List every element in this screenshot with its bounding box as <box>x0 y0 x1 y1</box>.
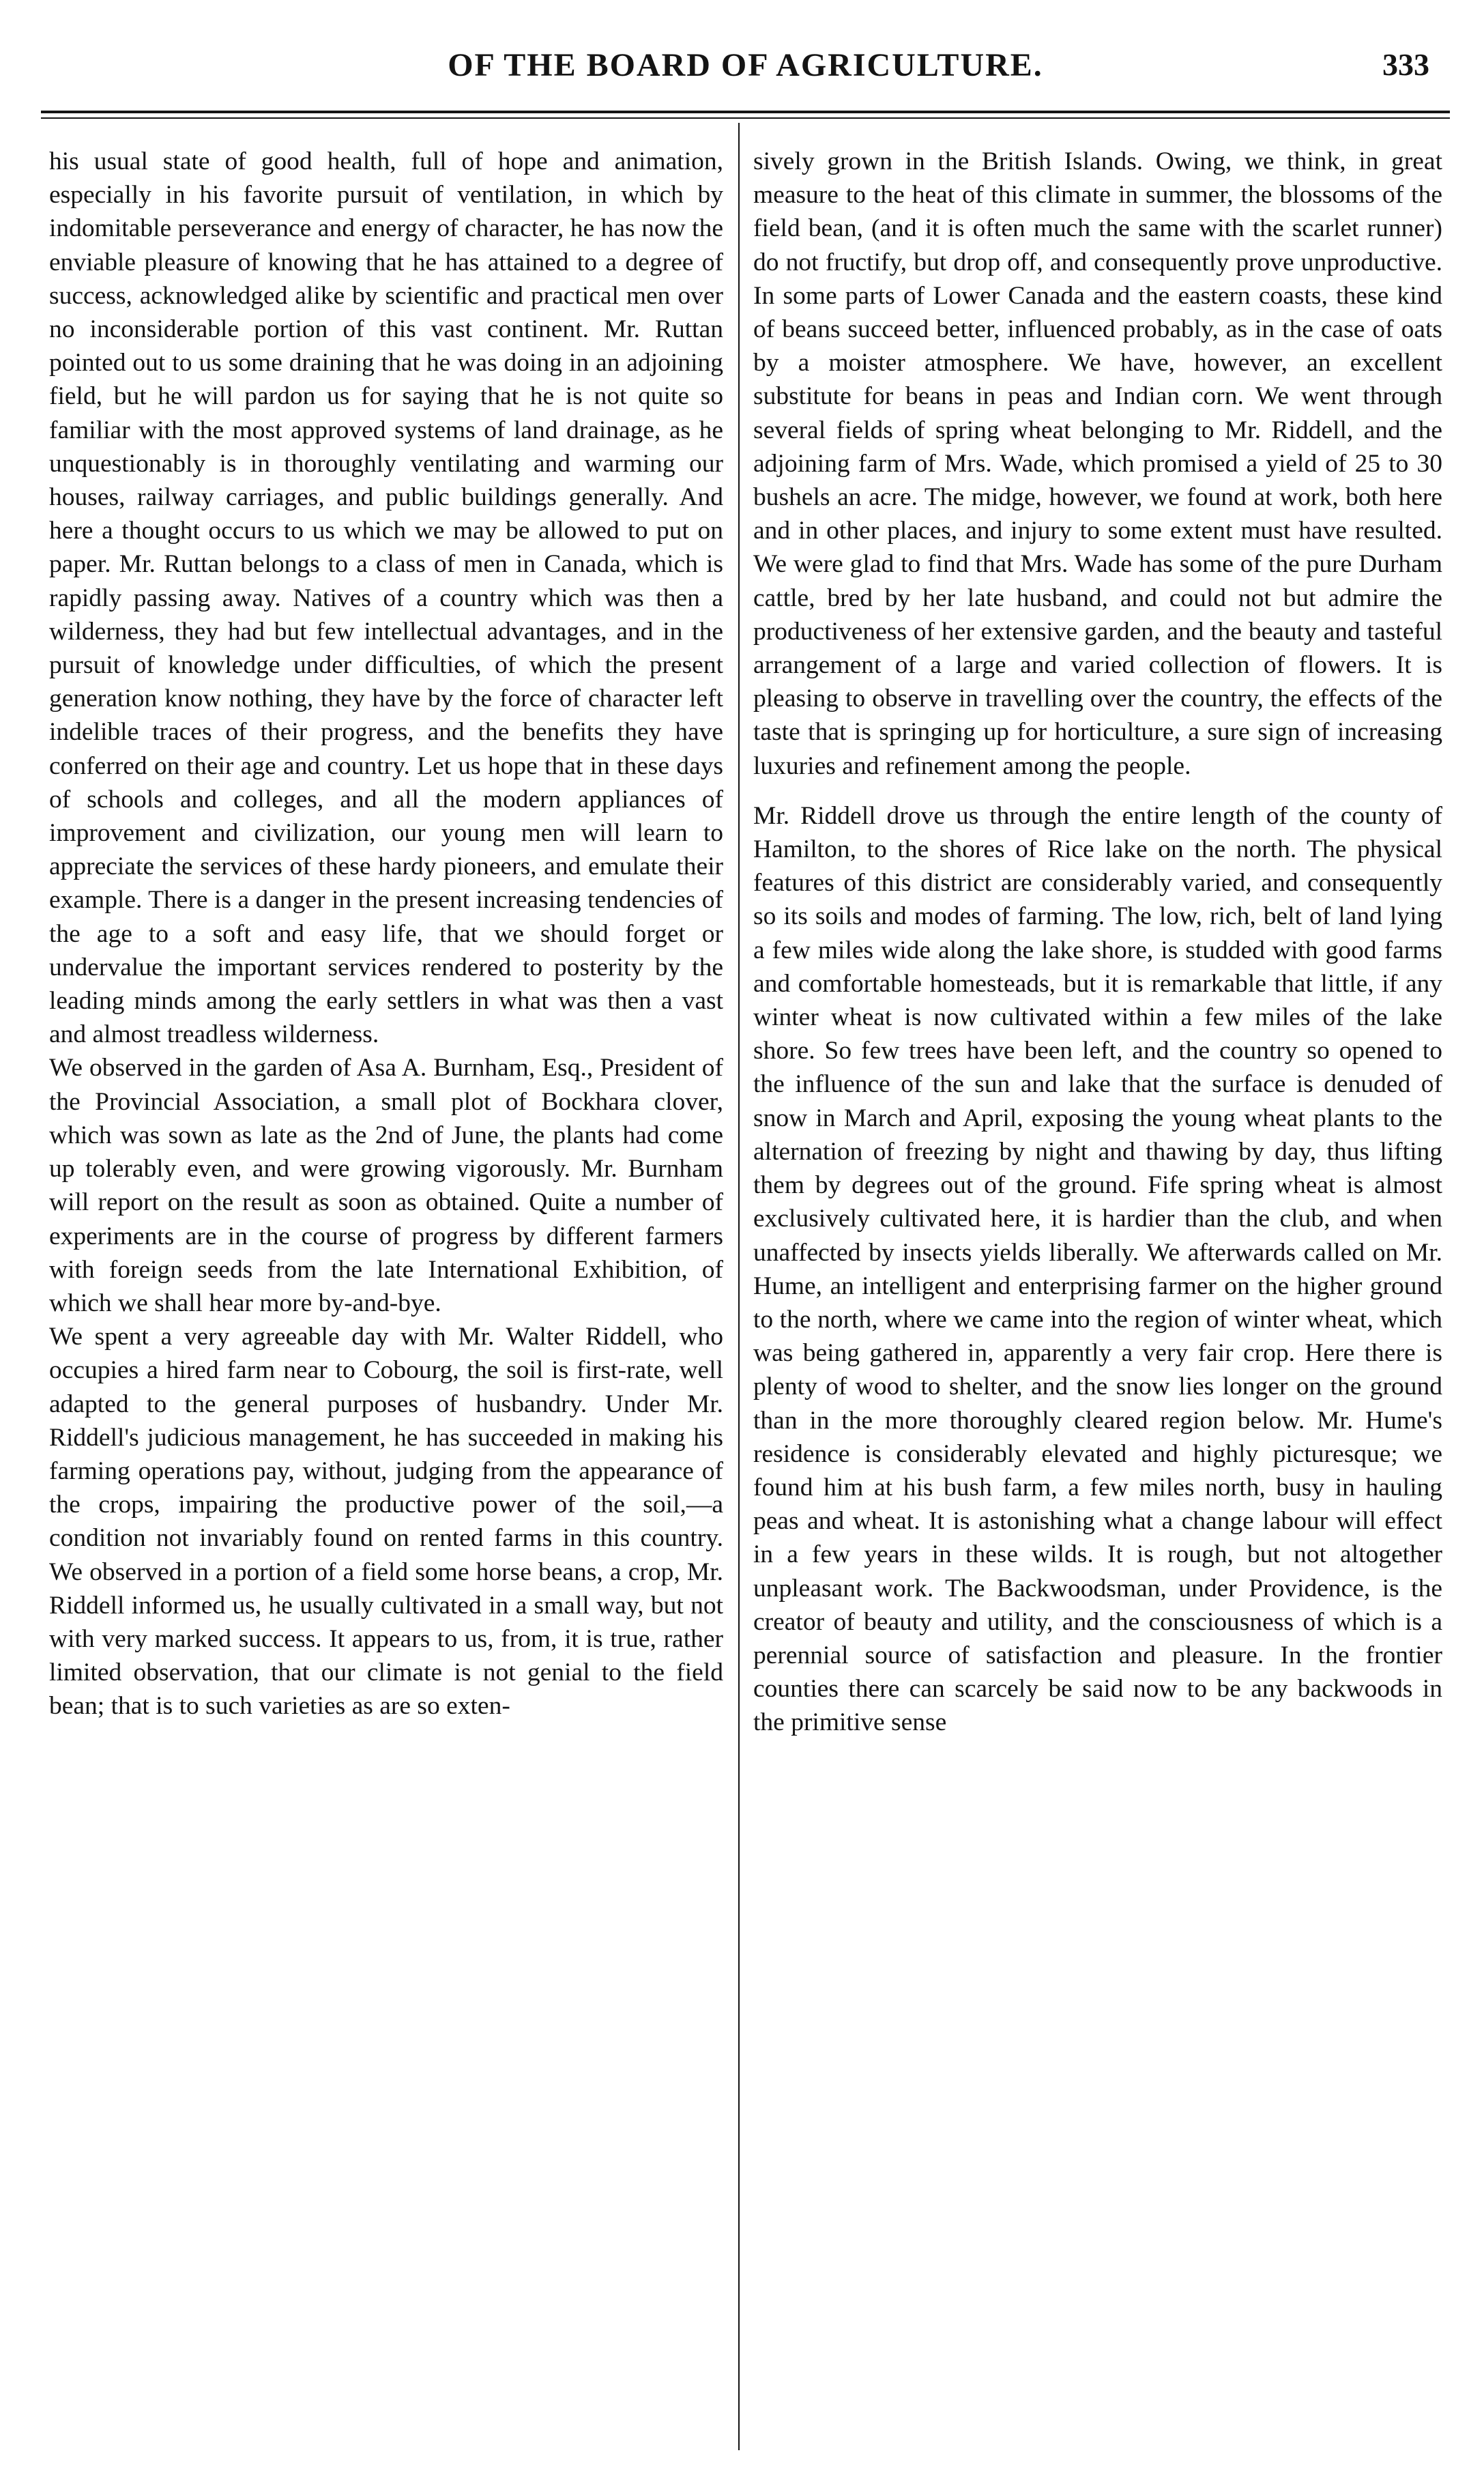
left-column <box>49 145 723 1723</box>
paragraph-beans-continued: sively grown in the British Islands. Owing, we think, in great measure to the heat of this climate in summer, the blossoms of the field bean, (and it is often much the same with the scarlet runner) do not fructify, but drop off, and consequently prove unproductive. In some parts of Lower Canada and the eastern coasts, these kind of beans succeed better, influenced probably, as in the case of oats by a moister atmosphere. We have, however, an excellent substitute for beans in peas and Indian corn. We went through several fields of spring wheat belonging to Mr. Riddell, and the adjoining farm of Mrs. Wade, which promised a yield of 25 to 30 bushels an acre. The midge, however, we found at work, both here and in other places, and injury to some extent must have resulted. We were glad to find that Mrs. Wade has some of the pure Durham cattle, bred by her late husband, and could not but admire the productiveness of her extensive garden, and the beauty and tasteful arrangement of a large and varied collection of flowers. It is pleasing to observe in travelling over the country, the effects of the taste that is springing up for horticulture, a sure sign of increasing luxuries and refinement among the people. <box>753 147 1442 780</box>
page-number: 333 <box>1382 47 1429 82</box>
header-rule-thin <box>41 117 1450 119</box>
header-rule-thick <box>41 111 1450 113</box>
column-divider <box>738 123 740 2450</box>
paragraph-hamilton-county: Mr. Riddell drove us through the entire length of the county of Hamilton, to the shores of Rice lake on the north. The physical features of this district are considerably varied, and consequently so its soils and modes of farming. The low, rich, belt of land lying a few miles wide along the lake shore, is studded with good farms and comfortable homesteads, but it is remarkable that little, if any winter wheat is now cultivated within a few miles of the lake shore. So few trees have been left, and the country so opened to the influence of the sun and lake that the surface is denuded of snow in March and April, exposing the young wheat plants to the alternation of freezing by night and thawing by day, thus lifting them by degrees out of the ground. Fife spring wheat is almost exclusively cultivated here, it is hardier than the club, and when unaffected by insects yields liberally. We afterwards called on Mr. Hume, an intelligent and enterprising farmer on the higher ground to the north, where we came into the region of winter wheat, which was being gathered in, apparently a very fair crop. Here there is plenty of wood to shelter, and the snow lies longer on the ground than in the more thoroughly cleared region below. Mr. Hume's residence is considerably elevated and highly picturesque; we found him at his bush farm, a few miles north, busy in hauling peas and wheat. It is astonishing what a change labour will effect in a few years in these wilds. It is rough, but not altogether unpleasant work. The Backwoodsman, under Providence, is the creator of beauty and utility, and the consciousness of which is a perennial source of satisfaction and pleasure. In the frontier counties there can scarcely be said now to be any backwoods in the primitive sense <box>753 801 1442 1737</box>
paragraph-ruttan: his usual state of good health, full of hope and animation, especially in his favorite pursuit of ventilation, in which by indomitable perseverance and energy of character, he has now the enviable pleasure of knowing that he has attained to a degree of success, acknowledged alike by scientific and practical men over no inconsiderable portion of this vast continent. Mr. Ruttan pointed out to us some draining that he was doing in an adjoining field, but he will pardon us for saying that he is not quite so familiar with the most approved systems of land drainage, as he unquestionably is in thoroughly ventilating and warming our houses, railway carriages, and public buildings generally. And here a thought occurs to us which we may be allowed to put on paper. Mr. Ruttan belongs to a class of men in Canada, which is rapidly passing away. Natives of a country which was then a wilderness, they had but few intellectual advantages, and in the pursuit of knowledge under difficulties, of which the present generation know nothing, they have by the force of character left indelible traces of their progress, and the benefits they have conferred on their age and country. Let us hope that in these days of schools and colleges, and all the modern appliances of improvement and civilization, our young men will learn to appreciate the services of these hardy pioneers, and emulate their example. There is a danger in the present increasing tendencies of the age to a soft and easy life, that we should forget or undervalue the important services rendered to posterity by the leading minds among the early settlers in what was then a vast and almost treadless wilderness. <box>49 147 723 1049</box>
paragraph-riddell-beans: We spent a very agreeable day with Mr. Walter Riddell, who occupies a hired farm near to Cobourg, the soil is first-rate, well adapted to the general purposes of husbandry. Under Mr. Riddell's judicious management, he has succeeded in making his farming operations pay, without, judging from the appearance of the crops, impairing the productive power of the soil,—a condition not invariably found on rented farms in this country. We observed in a portion of a field some horse beans, a crop, Mr. Riddell informed us, he usually cultivated in a small way, but not with very marked success. It appears to us, from, it is true, rather limited observation, that our climate is not genial to the field bean; that is to such varieties as are so exten- <box>49 1323 723 1721</box>
running-title: OF THE BOARD OF AGRICULTURE. <box>448 47 1043 83</box>
right-column <box>753 145 1442 1740</box>
paragraph-burnham: We observed in the garden of Asa A. Burnham, Esq., President of the Provincial Association, a small plot of Bockhara clover, which was sown as late as the 2nd of June, the plants had come up tolerably even, and were growing vigorously. Mr. Burnham will report on the result as soon as obtained. Quite a number of experiments are in the course of progress by different farmers with foreign seeds from the late International Exhibition, of which we shall hear more by-and-bye. <box>49 1054 723 1317</box>
running-header <box>41 46 1450 101</box>
